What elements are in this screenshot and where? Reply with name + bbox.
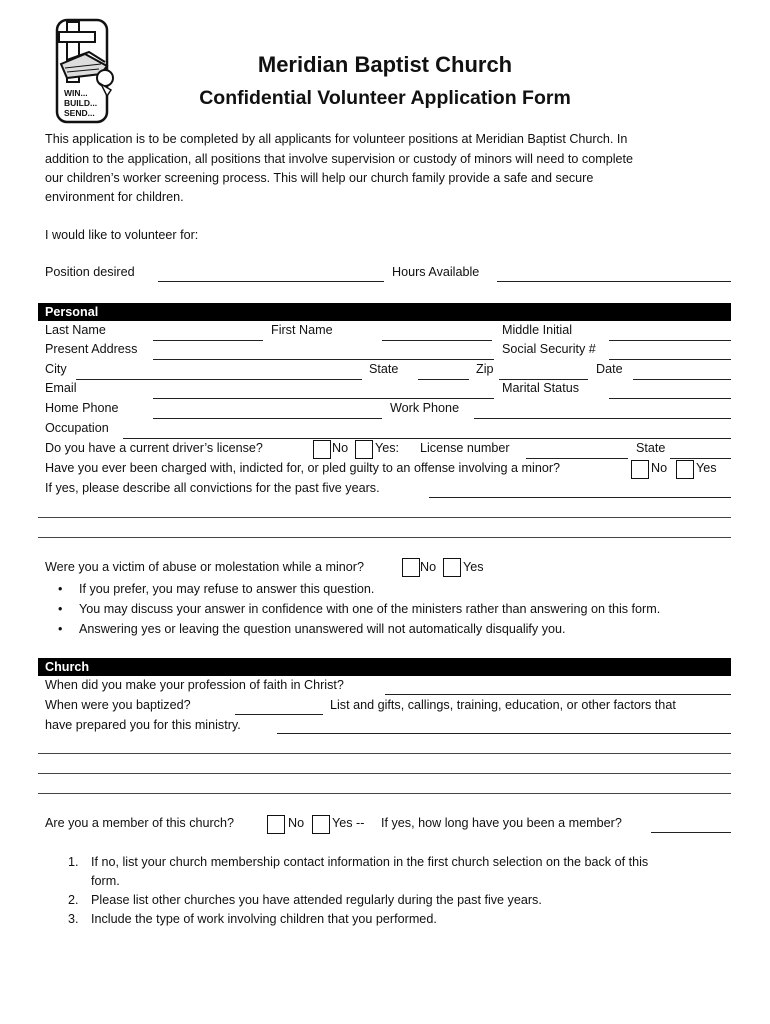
gifts-line-2[interactable] [38,773,731,774]
member-duration-field[interactable] [651,832,731,833]
gifts-line-1[interactable] [38,753,731,754]
convictions-line-1[interactable] [38,517,731,518]
present-address-label: Present Address [45,342,138,356]
instruction-1-text: If no, list your church membership contact information in the first church selection on the back of this [91,855,649,869]
home-phone-label: Home Phone [45,401,119,415]
zip-field[interactable] [499,379,588,380]
marital-status-label: Marital Status [502,381,579,395]
hours-field[interactable] [497,281,731,282]
convictions-field-inline[interactable] [429,497,731,498]
work-phone-field[interactable] [474,418,731,419]
gifts-question-cont: have prepared you for this ministry. [45,718,241,732]
volunteer-for-label: I would like to volunteer for: [45,228,199,242]
convictions-label: If yes, please describe all convictions for the past five years. [45,481,380,495]
date-label: Date [596,362,623,376]
abuse-bullet-2-text: You may discuss your answer in confidence with one of the ministers rather than answering on this form. [79,602,661,616]
intro-line-4: environment for children. [45,190,184,204]
license-yes-checkbox[interactable] [355,440,373,459]
position-label: Position desired [45,265,135,279]
last-name-field[interactable] [153,340,263,341]
abuse-question: Were you a victim of abuse or molestation while a minor? [45,560,364,574]
baptized-field[interactable] [235,714,323,715]
ssn-field[interactable] [609,359,731,360]
instruction-3-num: 3. [68,912,79,926]
home-phone-field[interactable] [153,418,382,419]
instruction-3-text: Include the type of work involving children that you performed. [91,912,437,926]
license-number-label: License number [420,441,510,455]
gifts-line-3[interactable] [38,793,731,794]
hours-label: Hours Available [392,265,480,279]
page-subtitle: Confidential Volunteer Application Form [199,87,571,109]
email-field[interactable] [153,398,494,399]
gifts-field-inline[interactable] [277,733,731,734]
member-yes-label: Yes -- [332,816,365,830]
logo-text-1: WIN... [64,88,88,98]
date-field[interactable] [633,379,731,380]
member-no-label: No [288,816,305,830]
abuse-bullet-3-text: Answering yes or leaving the question unanswered will not automatically disqualify you. [79,622,566,636]
middle-initial-label: Middle Initial [502,323,572,337]
instruction-1-text-cont: form. [91,874,120,888]
license-no-checkbox[interactable] [313,440,331,459]
charged-no-checkbox[interactable] [631,460,649,479]
church-section-header: Church [38,658,731,676]
intro-line-2: addition to the application, all positions that involve supervision or custody of minors will need to complete [45,152,634,166]
faith-field[interactable] [385,694,731,695]
intro-line-1: This application is to be completed by all applicants for volunteer positions at Meridian Baptist Church. In [45,132,628,146]
license-no-label: No [332,441,349,455]
state-field[interactable] [418,379,469,380]
email-label: Email [45,381,77,395]
license-state-field[interactable] [670,458,731,459]
member-question: Are you a member of this church? [45,816,234,830]
first-name-label: First Name [271,323,333,337]
occupation-label: Occupation [45,421,109,435]
last-name-label: Last Name [45,323,106,337]
city-label: City [45,362,67,376]
abuse-no-label: No [420,560,437,574]
marital-status-field[interactable] [609,398,731,399]
abuse-bullet-1-text: If you prefer, you may refuse to answer this question. [79,582,375,596]
state-label: State [369,362,399,376]
license-number-field[interactable] [526,458,628,459]
work-phone-label: Work Phone [390,401,460,415]
gifts-question: List and gifts, callings, training, education, or other factors that [330,698,676,712]
logo-text-2: BUILD... [64,98,98,108]
member-no-checkbox[interactable] [267,815,285,834]
logo-text-3: SEND... [64,108,95,118]
middle-initial-field[interactable] [609,340,731,341]
abuse-no-checkbox[interactable] [402,558,420,577]
personal-section-header: Personal [38,303,731,321]
abuse-yes-checkbox[interactable] [443,558,461,577]
baptized-question: When were you baptized? [45,698,191,712]
intro-line-3: our children’s worker screening process. This will help our church family provide a safe and secure [45,171,594,185]
member-duration-label: If yes, how long have you been a member? [381,816,622,830]
license-question: Do you have a current driver’s license? [45,441,263,455]
license-state-label: State [636,441,666,455]
license-yes-label: Yes: [375,441,400,455]
convictions-line-2[interactable] [38,537,731,538]
position-field[interactable] [158,281,384,282]
instruction-1-num: 1. [68,855,79,869]
page-title: Meridian Baptist Church [257,52,513,77]
charged-yes-checkbox[interactable] [676,460,694,479]
charged-question: Have you ever been charged with, indicted for, or pled guilty to an offense involving a minor? [45,461,561,475]
occupation-field[interactable] [123,438,731,439]
ssn-label: Social Security # [502,342,596,356]
instruction-2-num: 2. [68,893,79,907]
zip-label: Zip [476,362,494,376]
charged-no-label: No [651,461,668,475]
faith-question: When did you make your profession of faith in Christ? [45,678,344,692]
member-yes-checkbox[interactable] [312,815,330,834]
instruction-2-text: Please list other churches you have attended regularly during the past five years. [91,893,542,907]
abuse-yes-label: Yes [463,560,484,574]
charged-yes-label: Yes [696,461,717,475]
first-name-field[interactable] [382,340,492,341]
city-field[interactable] [76,379,362,380]
present-address-field[interactable] [153,359,494,360]
